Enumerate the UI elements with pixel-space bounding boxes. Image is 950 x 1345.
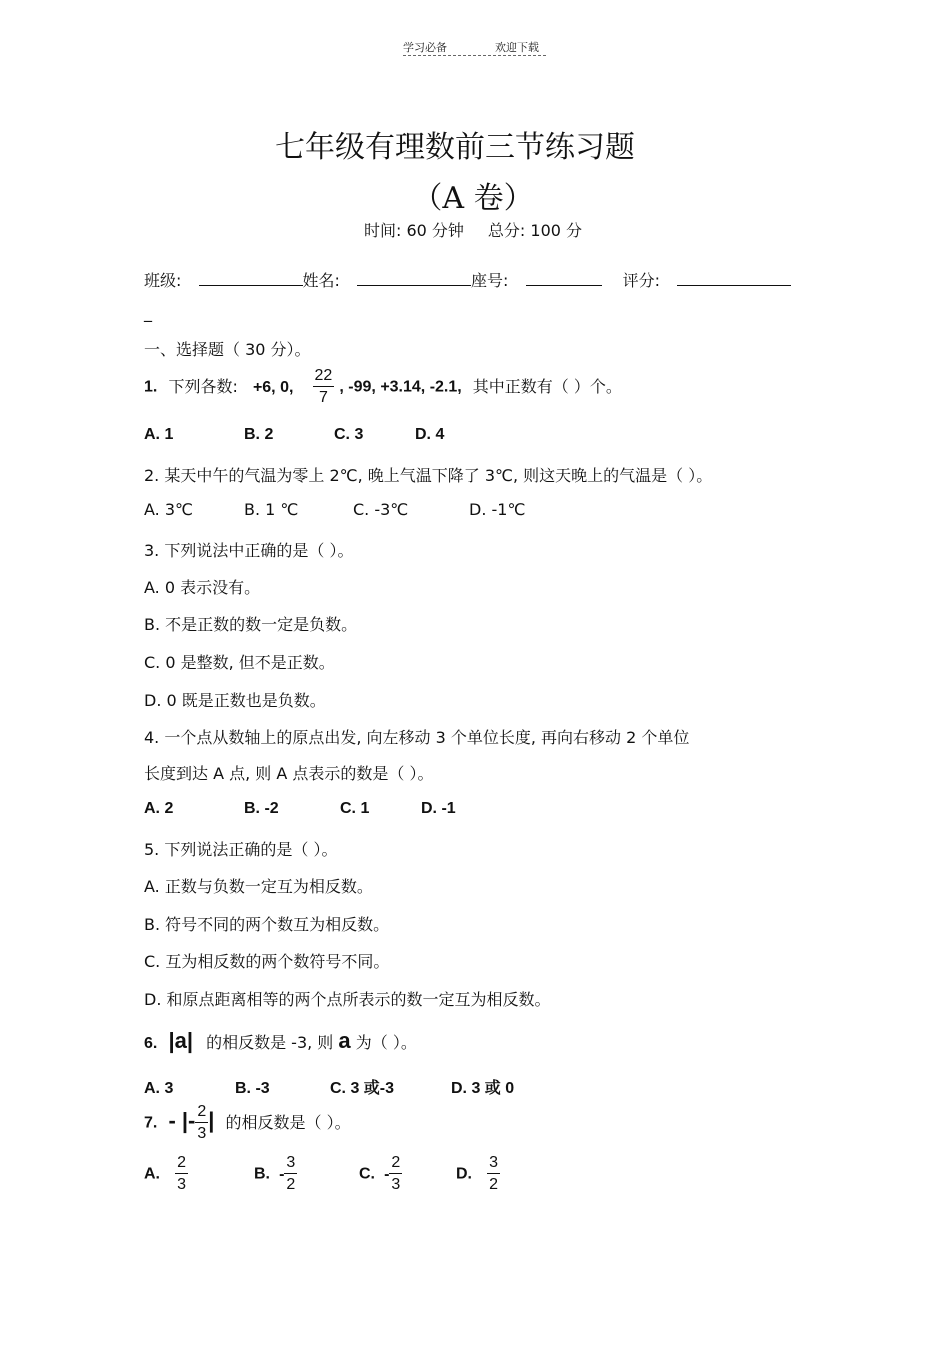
q1-option-d[interactable]: D. 4 <box>415 426 445 443</box>
grade-blank[interactable] <box>677 273 791 286</box>
q7-option-c-fraction <box>389 1155 402 1193</box>
q1-tail: 其中正数有（ ）个。 <box>472 376 622 396</box>
q7-option-c-numerator: 2 <box>389 1155 402 1174</box>
q6-options <box>144 1075 514 1098</box>
question-4-line-2: 长度到达 A 点, 则 A 点表示的数是（ ）。 <box>144 764 434 783</box>
q1-option-b[interactable]: B. 2 <box>244 426 274 443</box>
header-divider <box>403 55 546 56</box>
q3-option-b[interactable]: B. 不是正数的数一定是负数。 <box>144 615 358 634</box>
header-left: 学习必备 <box>403 41 447 54</box>
q7-option-d-fraction <box>487 1155 500 1193</box>
q2-options <box>144 500 525 519</box>
q7-option-b-sign: - <box>279 1165 285 1183</box>
q7-prefix: - |- <box>168 1107 196 1133</box>
q4-option-c[interactable]: C. 1 <box>340 800 370 817</box>
q3-option-a[interactable]: A. 0 表示没有。 <box>144 578 261 597</box>
q4-option-a[interactable]: A. 2 <box>144 800 174 817</box>
name-blank[interactable] <box>357 273 471 286</box>
q7-option-b-label: B. <box>254 1165 270 1183</box>
q7-options <box>144 1155 500 1193</box>
q6-option-a[interactable]: A. 3 <box>144 1080 174 1097</box>
q7-option-c-denominator: 3 <box>391 1176 401 1193</box>
q7-option-b[interactable] <box>254 1155 359 1193</box>
q2-option-b[interactable]: B. 1 ℃ <box>244 500 299 519</box>
q7-option-c-label: C. <box>359 1165 375 1183</box>
q7-option-b-numerator: 3 <box>284 1155 297 1174</box>
q2-option-c[interactable]: C. -3℃ <box>353 500 409 519</box>
question-7 <box>144 1104 351 1142</box>
q1-options <box>144 426 444 444</box>
header-right: 欢迎下载 <box>495 41 539 54</box>
q1-fraction-numerator: 22 <box>313 368 335 387</box>
name-label: 姓名: <box>302 271 340 290</box>
q7-option-b-fraction <box>284 1155 297 1193</box>
q1-fraction <box>313 368 335 406</box>
q7-tail: 的相反数是（ ）。 <box>225 1112 351 1132</box>
page-title: 七年级有理数前三节练习题 <box>275 130 635 165</box>
q1-option-c[interactable]: C. 3 <box>334 426 364 443</box>
q1-number: 1. <box>144 378 158 396</box>
q6-variable: a <box>338 1028 351 1053</box>
q2-option-a[interactable]: A. 3℃ <box>144 500 193 519</box>
q6-option-c[interactable]: C. 3 或-3 <box>330 1080 395 1097</box>
q7-suffix: | <box>208 1107 215 1133</box>
q7-option-a-numerator: 2 <box>175 1155 188 1174</box>
exam-time: 时间: 60 分钟 <box>363 221 464 240</box>
q7-option-d-label: D. <box>456 1165 472 1183</box>
info-trailing: _ <box>144 303 152 322</box>
q6-number: 6. <box>144 1035 158 1052</box>
class-blank[interactable] <box>199 273 303 286</box>
q6-option-d[interactable]: D. 3 或 0 <box>451 1080 515 1097</box>
question-2: 2. 某天中午的气温为零上 2℃, 晚上气温下降了 3℃, 则这天晚上的气温是（ ）。 <box>144 466 713 485</box>
exam-score: 总分: 100 分 <box>487 221 583 240</box>
class-label: 班级: <box>144 271 182 290</box>
q6-mid: 的相反数是 -3, 则 <box>206 1033 334 1052</box>
question-4-line-1: 4. 一个点从数轴上的原点出发, 向左移动 3 个单位长度, 再向右移动 2 个单位 <box>144 728 690 747</box>
section-heading: 一、选择题（ 30 分）。 <box>144 340 311 359</box>
grade-label: 评分: <box>622 271 660 290</box>
q4-options <box>144 800 456 818</box>
q6-tail: 为（ ）。 <box>355 1033 417 1052</box>
q4-option-d[interactable]: D. -1 <box>421 800 456 817</box>
question-1 <box>144 368 622 406</box>
q1-option-a[interactable]: A. 1 <box>144 426 174 443</box>
q7-option-d-denominator: 2 <box>489 1176 498 1193</box>
q3-option-d[interactable]: D. 0 既是正数也是负数。 <box>144 691 326 710</box>
student-info <box>144 268 791 291</box>
question-3: 3. 下列说法中正确的是（ ）。 <box>144 541 354 560</box>
q5-option-c[interactable]: C. 互为相反数的两个数符号不同。 <box>144 952 390 971</box>
page-subtitle: （A 卷） <box>412 181 534 216</box>
q3-option-c[interactable]: C. 0 是整数, 但不是正数。 <box>144 653 335 672</box>
q7-option-a-fraction <box>175 1155 188 1193</box>
q7-option-c-sign: - <box>384 1165 390 1183</box>
q5-option-b[interactable]: B. 符号不同的两个数互为相反数。 <box>144 915 390 934</box>
q1-fraction-denominator: 7 <box>318 389 328 406</box>
exam-meta <box>0 218 946 241</box>
q7-number: 7. <box>144 1114 158 1132</box>
seat-blank[interactable] <box>526 273 602 286</box>
q7-fraction-denominator: 3 <box>197 1125 207 1142</box>
page-header <box>403 39 539 55</box>
q6-abs-expression: |a| <box>168 1028 193 1053</box>
question-6 <box>144 1028 417 1054</box>
seat-label: 座号: <box>471 271 509 290</box>
q5-option-d[interactable]: D. 和原点距离相等的两个点所表示的数一定互为相反数。 <box>144 990 551 1009</box>
q7-option-b-denominator: 2 <box>286 1176 296 1193</box>
q4-option-b[interactable]: B. -2 <box>244 800 279 817</box>
q7-option-d[interactable] <box>456 1155 500 1193</box>
q1-numbers-a: +6, 0, <box>252 378 294 396</box>
q7-option-a[interactable] <box>144 1155 254 1193</box>
q5-option-a[interactable]: A. 正数与负数一定互为相反数。 <box>144 877 373 896</box>
q7-option-c[interactable] <box>359 1155 456 1193</box>
q7-option-a-denominator: 3 <box>177 1176 186 1193</box>
q7-fraction <box>195 1104 208 1142</box>
q2-option-d[interactable]: D. -1℃ <box>469 500 526 519</box>
q1-numbers-b: , -99, +3.14, -2.1, <box>339 378 462 396</box>
question-5: 5. 下列说法正确的是（ ）。 <box>144 840 338 859</box>
q1-text: 下列各数: <box>168 376 238 396</box>
q7-fraction-numerator: 2 <box>195 1104 208 1123</box>
q7-option-a-label: A. <box>144 1165 160 1183</box>
q6-option-b[interactable]: B. -3 <box>235 1080 270 1097</box>
q7-option-d-numerator: 3 <box>487 1155 500 1174</box>
